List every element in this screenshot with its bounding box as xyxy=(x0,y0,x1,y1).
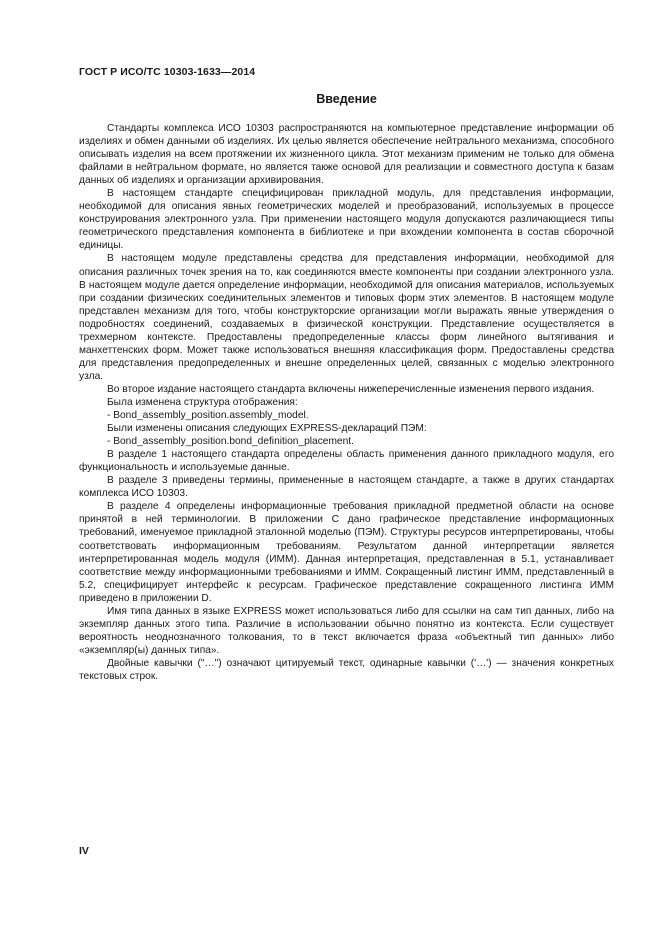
body-text xyxy=(79,122,614,683)
paragraph: Были изменены описания следующих EXPRESS-деклараций ПЭМ: xyxy=(107,423,427,435)
document-header: ГОСТ Р ИСО/ТС 10303-1633—2014 xyxy=(79,66,256,78)
paragraph: В настоящем стандарте специфицирован прикладной модуль, для представления информации, необходимой для описания явных геометрических моделей и преобразований, используемых в процессе конструирования электронного узла. При применении настоящего модуля допускаются различающиеся типы геометрического представления компонента в библиотеке и при вхождении компонента в состав сборочной единицы. xyxy=(79,188,614,252)
paragraph: В разделе 1 настоящего стандарта определены область применения данного прикладного модуля, его функциональность и используемые данные. xyxy=(79,449,614,474)
page-number: IV xyxy=(79,845,89,857)
list-item: - Bond_assembly_position.bond_definition_placement. xyxy=(107,436,354,448)
paragraph: Стандарты комплекса ИСО 10303 распространяются на компьютерное представление информации об изделиях и обмен данными об изделиях. Их целью является обеспечение нейтрального механизма, способного описывать изделия на всем протяжении их жизненного цикла. Этот механизм применим не только для обмена файлами в нейтральном формате, но является также основой для реализации и совместного доступа к базам данных об изделиях и организации архивирования. xyxy=(79,123,614,187)
paragraph: В разделе 4 определены информационные требования прикладной предметной области на основе принятой в ней терминологии. В приложении С дано графическое представление информационных требований, именуемое прикладной эталонной моделью (ПЭМ). Структуры ресурсов интерпретированы, чтобы соответствовать информационным требованиям. Результатом данной интерпретации является интерпретированная модель модуля (ИММ). Данная интерпретация, представленная в 5.1, устанавливает соответствие между информационными требованиями и ИММ. Сокращенный листинг ИММ, представленный в 5.2, специфицирует интерфейс к ресурсам. Графическое представление сокращенного листинга ИММ приведено в приложении D. xyxy=(79,501,614,604)
list-item: - Bond_assembly_position.assembly_model. xyxy=(107,410,309,422)
section-title: Введение xyxy=(316,92,377,106)
paragraph: В разделе 3 приведены термины, примененные в настоящем стандарте, а также в других стандартах комплекса ИСО 10303. xyxy=(79,475,614,500)
paragraph: Была изменена структура отображения: xyxy=(107,396,298,408)
paragraph: Двойные кавычки ("…") означают цитируемый текст, одинарные кавычки ('…') — значения конкретных текстовых строк. xyxy=(79,657,614,682)
paragraph: В настоящем модуле представлены средства для представления информации, необходимой для описания различных точек зрения на то, как соединяются вместе компоненты при создании электронного узла. В настоящем модуле дается определение информации, необходимой для описания материалов, используемых при создании физических соединительных элементов и типовых форм этих элементов. В настоящем модуле представлен механизм для того, чтобы конструкторские организации могли выражать явные утверждения о подробностях соединений, создаваемых в физической конструкции. Представление осуществляется в трехмерном контексте. Предоставлены предопределенные классы форм линейного вытягивания и манхеттенских форм. Может также использоваться внешняя классификация форм. Предоставлены средства для представления предопределенных и внешне определенных целей, связанных с моделью электронного узла. xyxy=(79,253,614,382)
paragraph: Во второе издание настоящего стандарта включены нижеперечисленные изменения первого издания. xyxy=(107,383,595,395)
paragraph: Имя типа данных в языке EXPRESS может использоваться либо для ссылки на сам тип данных, либо на экземпляр данных этого типа. Различие в использовании обычно понятно из контекста. Если существует вероятность неоднозначного толкования, то в текст включается фраза «объектный тип данных» либо «экземпляр(ы) данных типа». xyxy=(79,605,614,656)
